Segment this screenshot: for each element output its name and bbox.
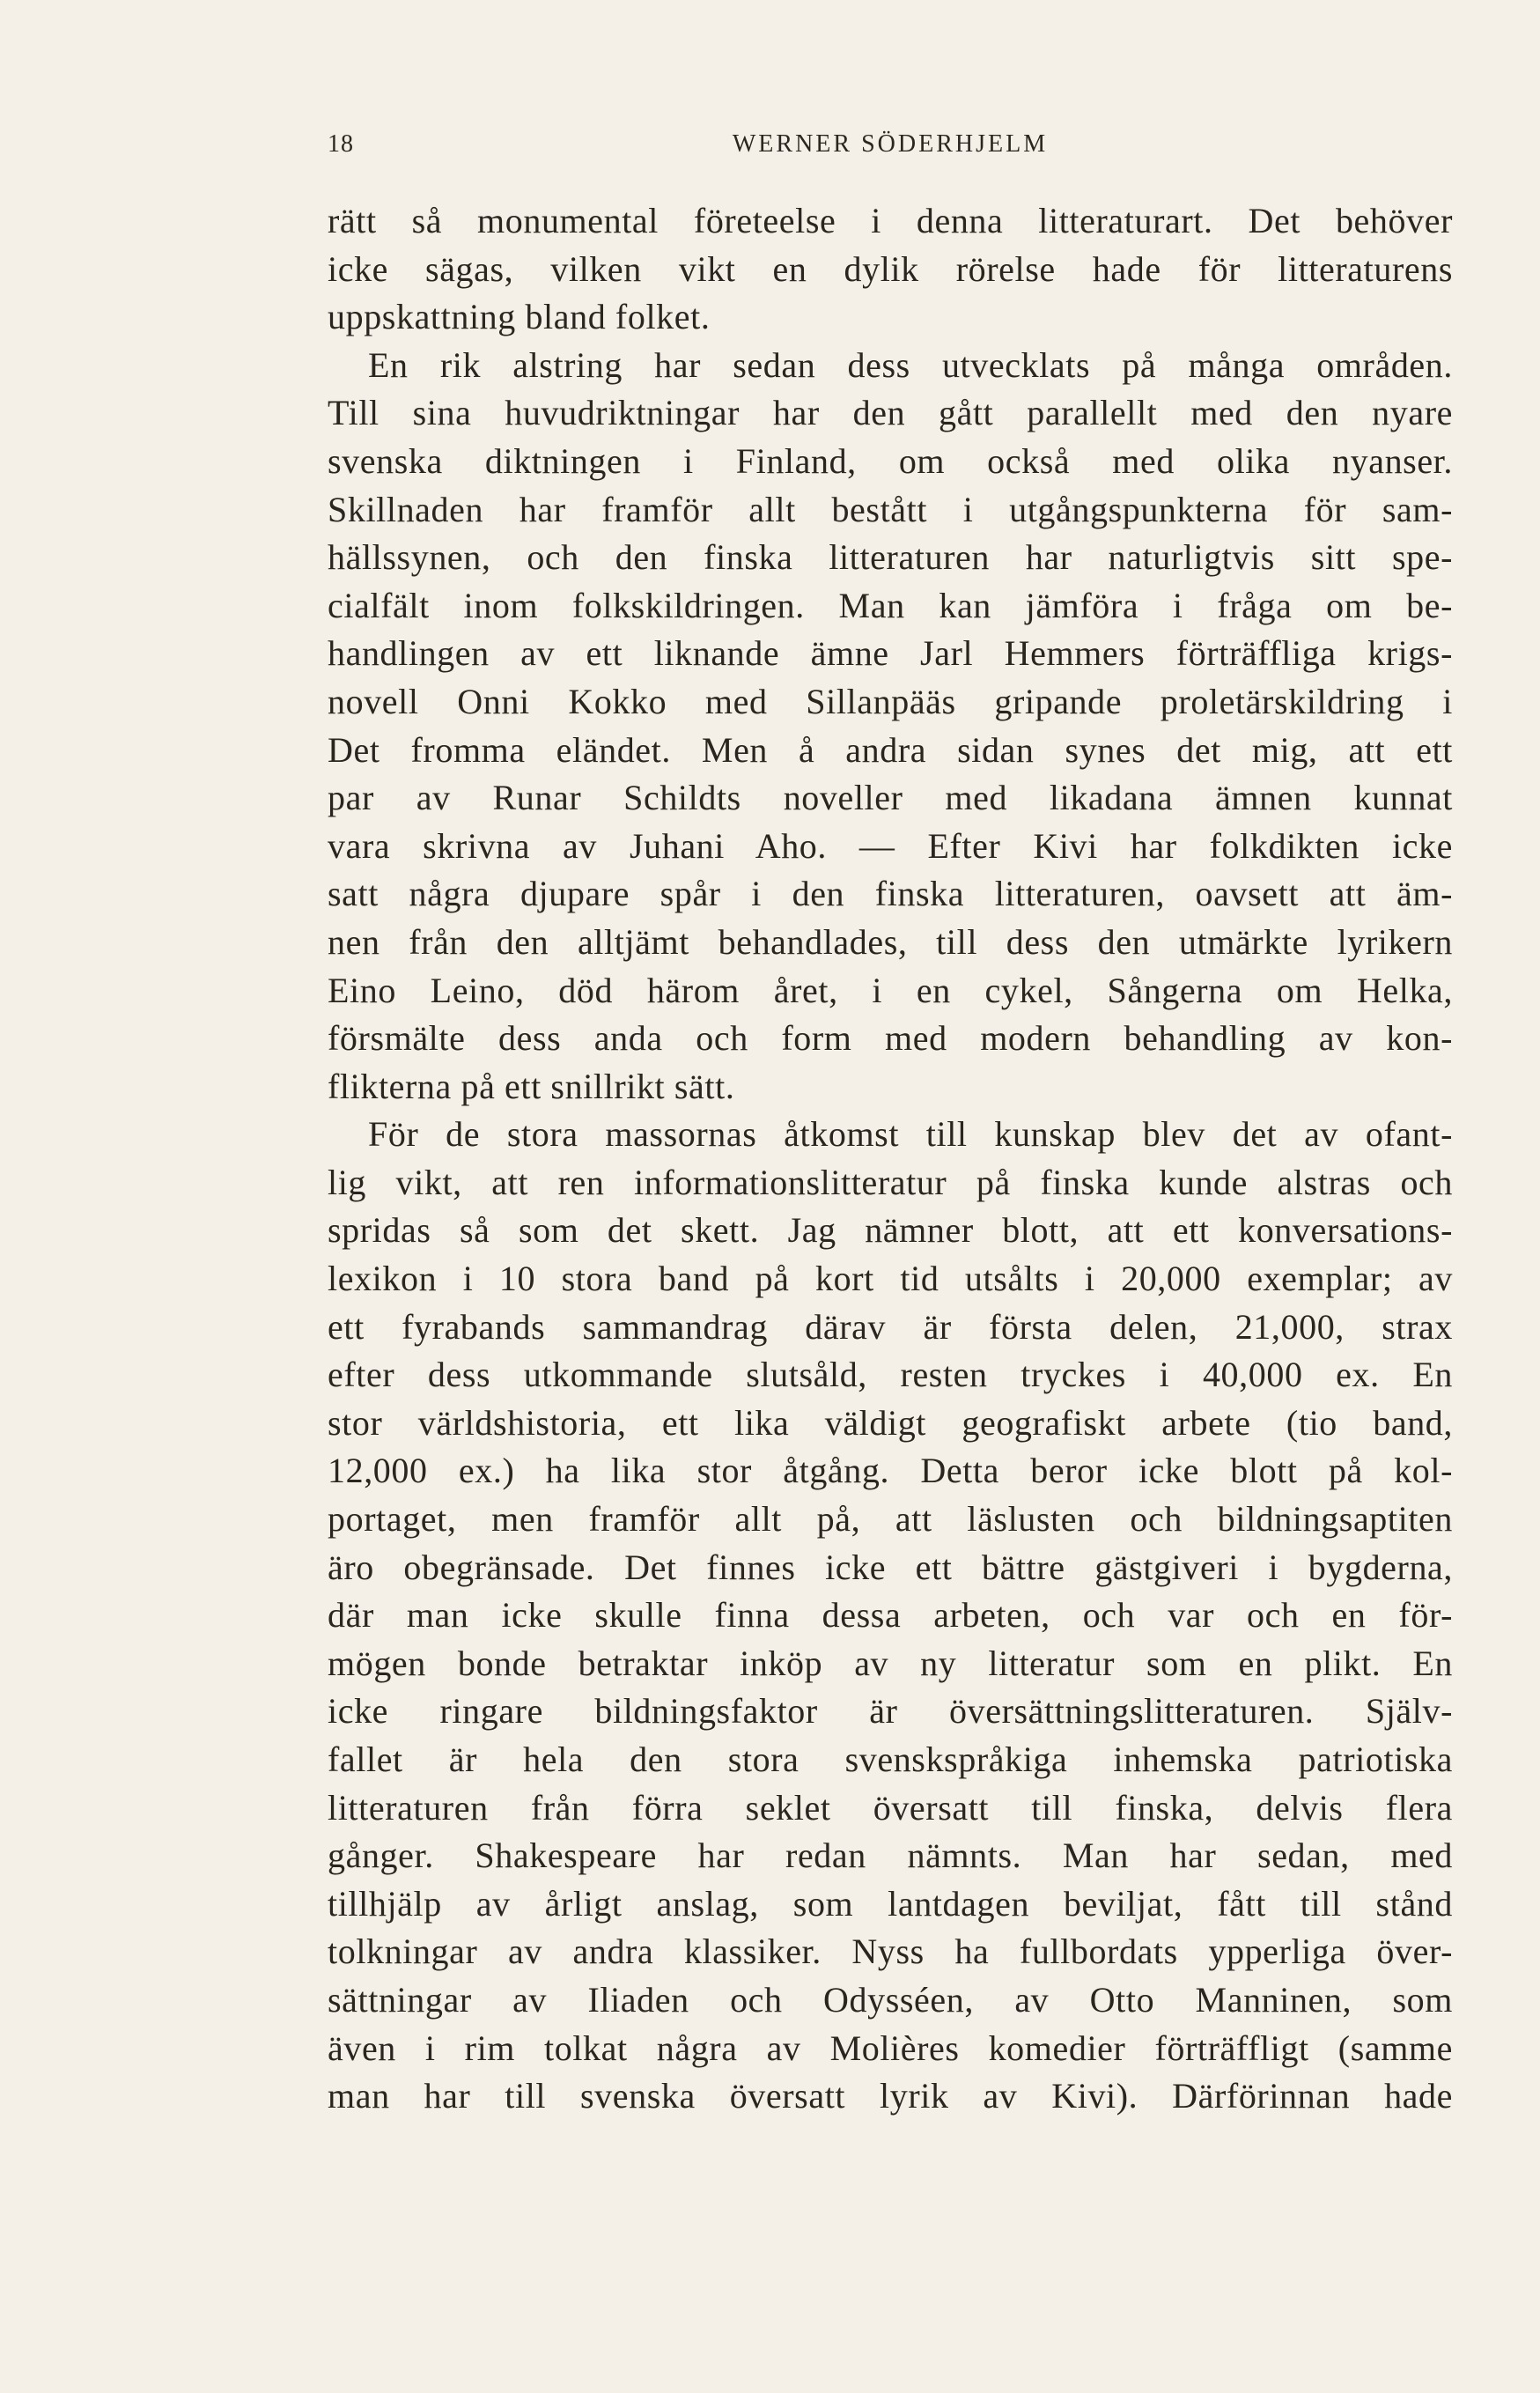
text-line: efter dess utkommande slutsåld, resten tryckes i 40,000 ex. En [328,1355,1453,1395]
text-line: nen från den alltjämt behandlades, till dess den utmärkte lyrikern [328,921,1453,962]
text-line: fallet är hela den stora svenskspråkiga inhemska patriotiska [328,1739,1453,1779]
text-line: äro obegränsade. Det finnes icke ett bättre gästgiveri i bygderna, [328,1547,1453,1587]
text-line: icke sägas, vilken vikt en dylik rörelse hade för litteraturens [328,248,1453,289]
text-line: spridas så som det skett. Jag nämner blott, att ett konversations- [328,1210,1453,1251]
text-line: cialfält inom folkskildringen. Man kan jämföra i fråga om be- [328,585,1453,625]
running-head: WERNER SÖDERHJELM [732,130,1049,158]
text-line: rätt så monumental företeelse i denna litteraturart. Det behöver [328,201,1453,240]
text-line: par av Runar Schildts noveller med likadana ämnen kunnat [328,778,1453,818]
text-line: även i rim tolkat några av Molières komedier förträffligt (samme [328,2027,1453,2068]
body-text [328,197,1453,2121]
text-line: Till sina huvudriktningar har den gått parallellt med den nyare [328,393,1453,433]
text-line: Det fromma eländet. Men å andra sidan synes det mig, att ett [328,729,1453,770]
text-line: där man icke skulle finna dessa arbeten, och var och en för- [328,1595,1453,1636]
text-line: försmälte dess anda och form med modern behandling av kon- [328,1018,1453,1059]
text-line: vara skrivna av Juhani Aho. — Efter Kivi har folkdikten icke [328,825,1453,866]
page-number: 18 [328,130,354,158]
text-line: För de stora massornas åtkomst till kunskap blev det av ofant- [368,1114,1453,1155]
text-line: gånger. Shakespeare har redan nämnts. Man har sedan, med [328,1835,1453,1876]
text-line: lig vikt, att ren informationslitteratur på finska kunde alstras och [328,1162,1453,1202]
text-line: novell Onni Kokko med Sillanpääs gripande proletärskildring i [328,681,1453,721]
text-line: lexikon i 10 stora band på kort tid utsålts i 20,000 exemplar; av [328,1259,1453,1299]
text-line: handlingen av ett liknande ämne Jarl Hemmers förträffliga krigs- [328,633,1453,674]
text-line: satt några djupare spår i den finska litteraturen, oavsett att äm- [328,874,1453,914]
text-line: stor världshistoria, ett lika väldigt geografiskt arbete (tio band, [328,1402,1453,1443]
text-line: svenska diktningen i Finland, om också med olika nyanser. [328,440,1453,481]
text-line: tolkningar av andra klassiker. Nyss ha fullbordats ypperliga över- [328,1931,1453,1972]
text-line: flikterna på ett snillrikt sätt. [328,1066,735,1106]
text-line: icke ringare bildningsfaktor är översättningslitteraturen. Själv- [328,1691,1453,1732]
text-line: Eino Leino, död härom året, i en cykel, Sångerna om Helka, [328,970,1453,1010]
text-line: En rik alstring har sedan dess utvecklats på många områden. [368,344,1453,385]
text-line: portaget, men framför allt på, att läslusten och bildningsaptiten [328,1499,1453,1540]
text-line: man har till svenska översatt lyrik av Kivi). Därförinnan hade [328,2076,1453,2116]
text-line: ett fyrabands sammandrag därav är första delen, 21,000, strax [328,1306,1453,1347]
text-line: hällssynen, och den finska litteraturen har naturligtvis sitt spe- [328,537,1453,578]
text-line: Skillnaden har framför allt bestått i utgångspunkterna för sam- [328,489,1453,529]
page-header [328,130,1453,174]
text-line: tillhjälp av årligt anslag, som lantdagen beviljat, fått till stånd [328,1883,1453,1924]
text-line: uppskattning bland folket. [328,297,711,337]
text-line: mögen bonde betraktar inköp av ny litteratur som en plikt. En [328,1643,1453,1683]
text-line: 12,000 ex.) ha lika stor åtgång. Detta beror icke blott på kol- [328,1451,1453,1491]
text-line: litteraturen från förra seklet översatt till finska, delvis flera [328,1787,1453,1828]
text-line: sättningar av Iliaden och Odysséen, av Otto Manninen, som [328,1979,1453,2020]
